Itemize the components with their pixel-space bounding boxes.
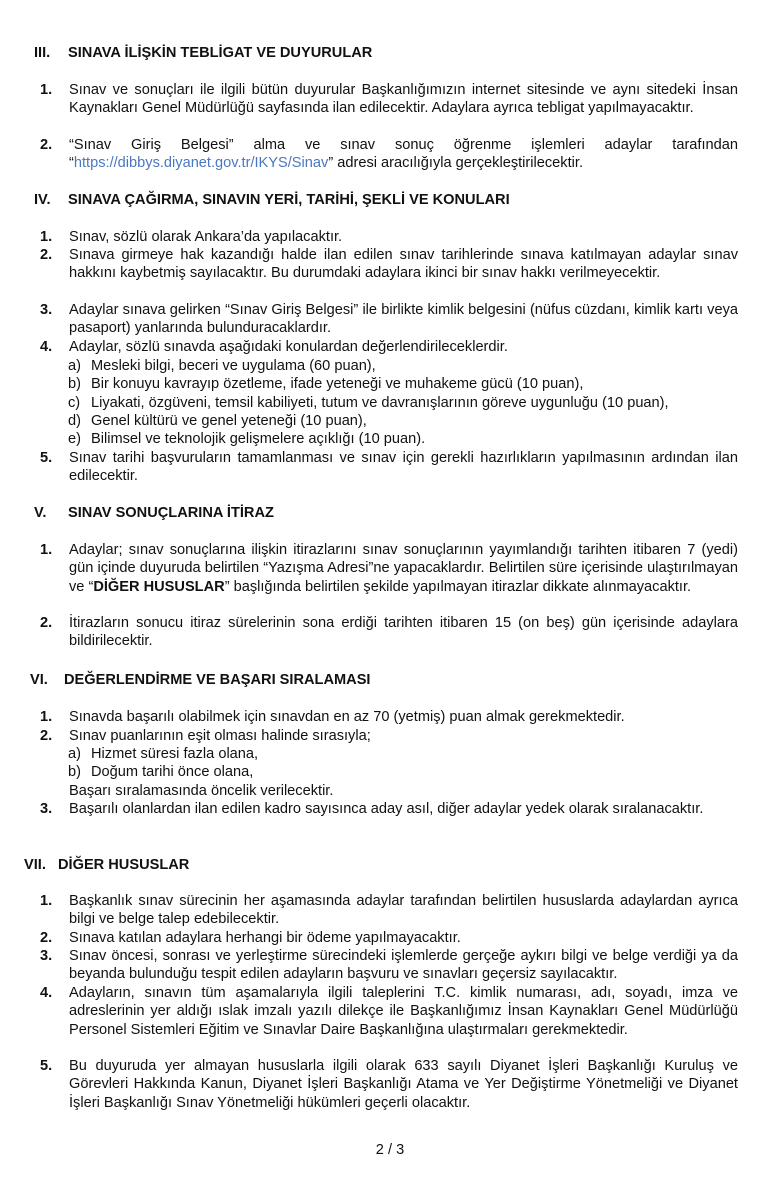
section-heading-vi <box>30 671 371 689</box>
item-number: 1. <box>40 229 53 245</box>
item-text: Sınavda başarılı olabilmek için sınavdan en az 70 (yetmiş) puan almak gerekmektedir. <box>69 709 625 725</box>
item-text: Adaylar, sözlü sınavda aşağıdaki konulardan değerlendirileceklerdir. <box>69 339 508 355</box>
list-item <box>40 947 738 984</box>
section-number: VI. <box>30 672 48 688</box>
item-number: 1. <box>40 82 53 98</box>
item-text: Sınav öncesi, sonrası ve yerleştirme sürecindeki işlemlerde gerçeğe aykırı bilgi ve belge verdiği ya da beyanda bulunduğu tespit edilen adayların başvuru ve sınavları geçersiz sayılacaktır. <box>69 948 738 983</box>
section-heading-iii <box>34 44 372 62</box>
list-item <box>40 246 738 283</box>
item-text: Sınava girmeye hak kazandığı halde ilan edilen sınav tarihlerinde sınava katılmayan adaylar sınav hakkını kaybetmiş sayılacaktır. Bu durumdaki adaylara ikinci bir sınav hakkı verilmeyecektir. <box>69 247 738 282</box>
item-text: Sınav ve sonuçları ile ilgili bütün duyurular Başkanlığımızın internet sitesinde ve aynı sitedeki İnsan Kaynakları Genel Müdürlüğü sayfasında ilan edilecektir. Adaylara ayrıca tebligat yapılmayacaktır. <box>69 82 738 117</box>
item-number: 3. <box>40 948 53 964</box>
section-title: SINAV SONUÇLARINA İTİRAZ <box>68 505 274 521</box>
item-number: 1. <box>40 709 53 725</box>
section-number: III. <box>34 45 51 61</box>
list-item <box>40 541 738 596</box>
item-text: Adayların, sınavın tüm aşamalarıyla ilgili taleplerini T.C. kimlik numarası, adı, soyadı, imza ve adreslerinin yer aldığı ıslak imzalı yazılı dilekçe ile Başkanlığımız İnsan Kaynakları Genel Müdürlüğü Personel Sistemleri Eğitim ve Sınavlar Daire Başkanlığına ulaştırmaları gerekmektedir. <box>69 985 738 1038</box>
sub-note: Başarı sıralamasında öncelik verilecektir. <box>69 783 334 799</box>
item-number: 5. <box>40 1058 53 1074</box>
item-number: 2. <box>40 137 53 153</box>
list-item <box>40 892 738 929</box>
list-item <box>40 228 738 246</box>
list-item <box>40 338 738 356</box>
item-text: Başarılı olanlardan ilan edilen kadro sayısınca aday asıl, diğer adaylar yedek olarak sıralanacaktır. <box>69 801 704 817</box>
sub-item: c) Liyakati, özgüveni, temsil kabiliyeti, tutum ve davranışlarının göreve uygunluğu (10 puan), <box>68 395 669 411</box>
list-item <box>40 1057 738 1112</box>
section-number: VII. <box>24 857 46 873</box>
item-text: “Sınav Giriş Belgesi” alma ve sınav sonuç öğrenme işlemleri adaylar tarafından “https://dibbys.diyanet.gov.tr/IKYS/Sinav” adresi aracılığıyla gerçekleştirilecektir. <box>69 137 738 172</box>
sinav-link[interactable]: https://dibbys.diyanet.gov.tr/IKYS/Sinav <box>73 155 329 172</box>
list-item <box>40 136 738 173</box>
sub-item: d) Genel kültürü ve genel yeteneği (10 puan), <box>68 413 367 429</box>
item-number: 2. <box>40 728 53 744</box>
item-text: Bu duyuruda yer almayan hususlarla ilgili olarak 633 sayılı Diyanet İşleri Başkanlığı Kuruluş ve Görevleri Hakkında Kanun, Diyanet İşleri Başkanlığı Atama ve Yer Değiştirme Yönetmeliği ve Diyanet İşleri Başkanlığı Sınav Yönetmeliği hükümleri geçerli olacaktır. <box>69 1058 738 1111</box>
item-number: 2. <box>40 930 53 946</box>
item-text: İtirazların sonucu itiraz sürelerinin sona erdiği tarihten itibaren 15 (on beş) gün içerisinde adaylara bildirilecektir. <box>69 615 738 650</box>
section-title: DEĞERLENDİRME VE BAŞARI SIRALAMASI <box>64 672 371 688</box>
section-title: DİĞER HUSUSLAR <box>58 857 190 873</box>
sub-item: a) Mesleki bilgi, beceri ve uygulama (60 puan), <box>68 358 376 374</box>
sub-item: e) Bilimsel ve teknolojik gelişmelere açıklığı (10 puan). <box>68 431 426 447</box>
item-text: Sınava katılan adaylara herhangi bir ödeme yapılmayacaktır. <box>69 930 461 946</box>
section-heading-iv <box>34 191 510 209</box>
sub-item: a) Hizmet süresi fazla olana, <box>68 746 259 762</box>
list-item <box>40 800 738 818</box>
item-text: Başkanlık sınav sürecinin her aşamasında adaylar tarafından belirtilen hususlarda adaylardan ayrıca bilgi ve belge talep edebilecektir. <box>69 893 738 928</box>
list-item <box>40 727 738 745</box>
item-number: 3. <box>40 801 53 817</box>
item-number: 2. <box>40 247 53 263</box>
section-title: SINAVA İLİŞKİN TEBLİGAT VE DUYURULAR <box>68 45 373 61</box>
item-number: 1. <box>40 542 53 558</box>
item-text: Sınav puanlarının eşit olması halinde sırasıyla; <box>69 728 371 744</box>
item-text: Adaylar; sınav sonuçlarına ilişkin itirazlarını sınav sonuçlarının yayımlandığı tarihten itibaren 7 (yedi) gün içinde duyuruda belirtilen “Yazışma Adresi”ne yapacaklardır. Belirtilen süre içerisinde ulaştırılmayan ve “DİĞER HUSUSLAR” başlığında belirtilen şekilde yapılmayan itirazlar dikkate alınmayacaktır. <box>69 542 738 595</box>
list-item <box>40 81 738 118</box>
list-item <box>40 449 738 486</box>
list-item <box>40 929 738 947</box>
section-heading-vii <box>24 856 189 874</box>
sub-item: b) Bir konuyu kavrayıp özetleme, ifade yeteneği ve muhakeme gücü (10 puan), <box>68 376 584 392</box>
item-number: 4. <box>40 339 53 355</box>
section-title: SINAVA ÇAĞIRMA, SINAVIN YERİ, TARİHİ, ŞEKLİ VE KONULARI <box>68 192 510 208</box>
item-text: Adaylar sınava gelirken “Sınav Giriş Belgesi” ile birlikte kimlik belgesini (nüfus cüzdanı, kimlik kartı veya pasaport) yanlarında bulunduracaklardır. <box>69 302 738 337</box>
item-number: 1. <box>40 893 53 909</box>
list-item <box>40 614 738 651</box>
item-number: 3. <box>40 302 53 318</box>
item-number: 2. <box>40 615 53 631</box>
item-text: Sınav tarihi başvuruların tamamlanması ve sınav için gerekli hazırlıkların yapılmasının ardından ilan edilecektir. <box>69 450 738 485</box>
section-number: IV. <box>34 192 51 208</box>
list-item <box>40 984 738 1039</box>
section-heading-v <box>34 504 274 522</box>
sub-item: b) Doğum tarihi önce olana, <box>68 764 254 780</box>
list-item <box>40 301 738 338</box>
item-text: Sınav, sözlü olarak Ankara’da yapılacaktır. <box>69 229 343 245</box>
item-number: 5. <box>40 450 53 466</box>
section-number: V. <box>34 505 47 521</box>
item-number: 4. <box>40 985 53 1001</box>
list-item <box>40 708 738 726</box>
page-number: 2 / 3 <box>375 1142 405 1158</box>
